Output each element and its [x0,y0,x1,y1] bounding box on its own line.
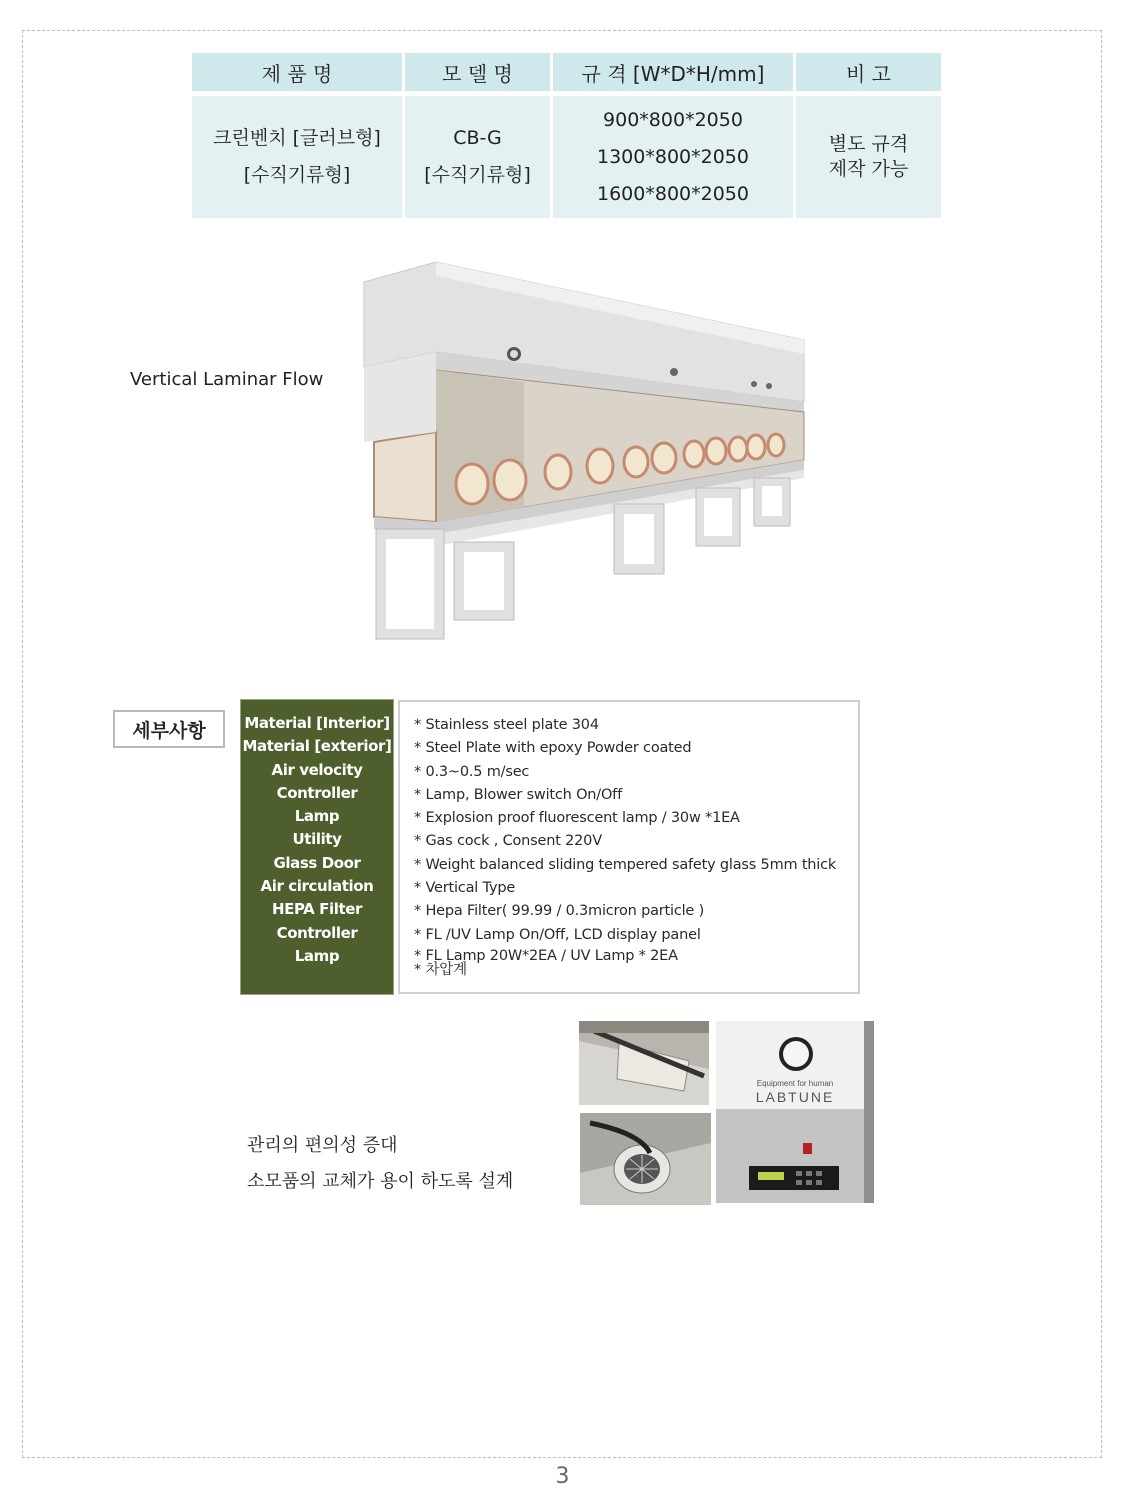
detail-value: * FL /UV Lamp On/Off, LCD display panel [414,926,701,943]
page-number: 3 [555,1464,570,1489]
header-spec: 규 격 [W*D*H/mm] [553,53,793,91]
detail-key: HEPA Filter [271,900,363,919]
product-photo [344,242,816,672]
detail-value: * Vertical Type [414,880,516,897]
size-cell: 900*800*2050 1300*800*2050 1600*800*2050 [553,96,793,218]
product-name-cell: 크린벤치 [글러브형] [수직기류형] [192,96,402,218]
photo-caption: Vertical Laminar Flow [130,369,324,390]
detail-value: * Steel Plate with epoxy Powder coated [414,740,692,757]
detail-key: Material [Interior] [244,714,390,732]
brand-tagline: Equipment for human [756,1079,834,1088]
header-product-name: 제 품 명 [192,53,402,91]
model-name-cell: CB-G [수직기류형] [405,96,550,218]
header-model-name: 모 델 명 [405,53,550,91]
detail-value: * Lamp, Blower switch On/Off [414,786,622,803]
control-panel-photo [716,1021,874,1203]
detail-value: * Explosion proof fluorescent lamp / 30w *1EA [414,810,740,827]
detail-key: Glass Door [273,853,361,872]
management-line: 소모품의 교체가 용이 하도록 설계 [247,1171,514,1192]
management-notes [247,1128,513,1200]
detail-value: * Weight balanced sliding tempered safety glass 5mm thick [414,856,837,873]
control-panel-graphic [716,1021,874,1203]
detail-key: Air velocity [271,760,363,779]
header-remarks: 비 고 [796,53,941,91]
detail-value: * FL Lamp 20W*2EA / UV Lamp * 2EA [414,947,678,964]
management-line: 관리의 편의성 증대 [247,1135,398,1156]
detail-key: Air circulation [260,877,374,896]
detail-value: * 0.3~0.5 m/sec [414,763,530,780]
detail-key: Lamp [294,807,340,826]
detail-value: * Hepa Filter( 99.99 / 0.3micron particle ) [414,903,705,920]
detail-keys-column [241,700,393,994]
detail-key: Utility [292,830,342,849]
detail-key: Controller [276,923,358,942]
detail-value: * Gas cock , Consent 220V [414,833,602,850]
spec-table [189,53,944,218]
fan-closeup-photo [580,1113,711,1205]
detail-key: Material [exterior] [242,737,392,756]
detail-key: Lamp [294,946,340,965]
detail-value: * 차압계 [414,961,467,978]
detail-key: Controller [276,783,358,802]
brand-logo: LABTUNE [755,1089,835,1105]
detail-values-column [398,700,860,994]
remarks-cell: 별도 규격 제작 가능 [796,96,941,218]
details-label-box: 세부사항 [113,710,225,748]
hinge-closeup-photo [579,1021,709,1105]
detail-value: * Stainless steel plate 304 [414,717,599,733]
